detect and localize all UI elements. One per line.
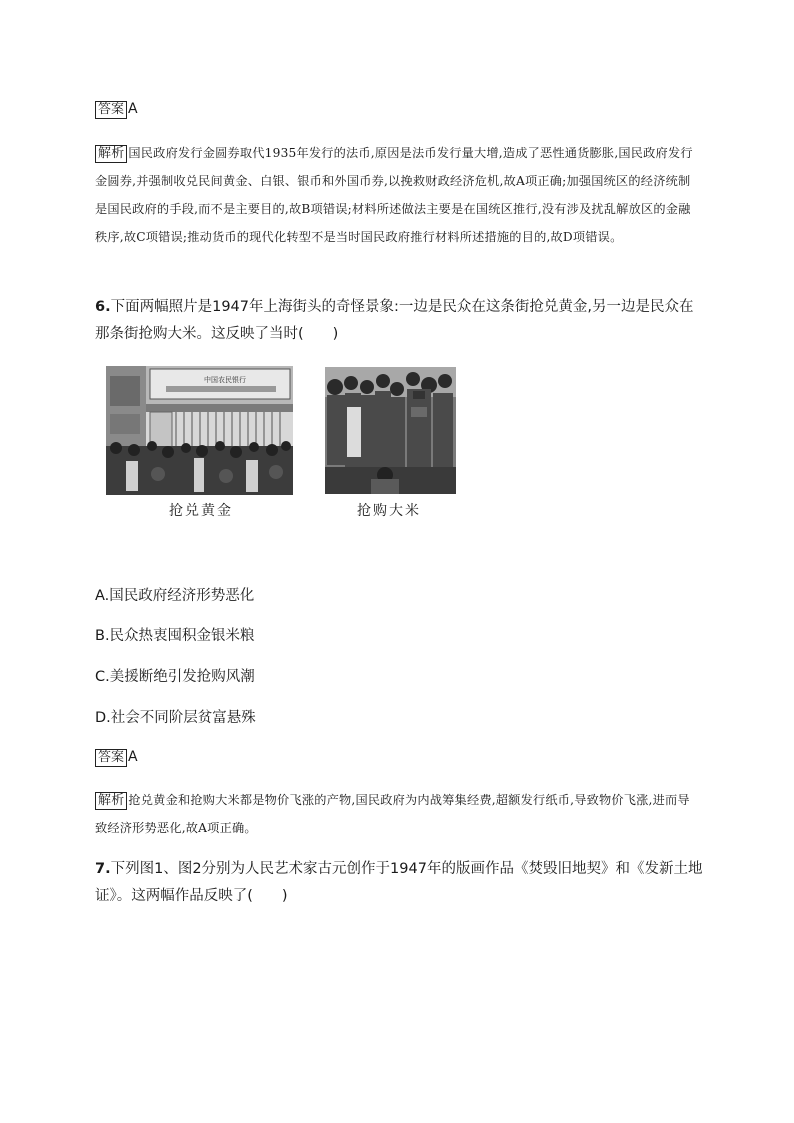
option-c: C.美援断绝引发抢购风潮 bbox=[95, 669, 255, 685]
option-d: D.社会不同阶层贫富悬殊 bbox=[95, 710, 256, 726]
question-text: 下面两幅照片是1947年上海街头的奇怪景象:一边是民众在这条街抢兑黄金,另一边是民众在那条街抢购大米。这反映了当时( ) bbox=[95, 299, 694, 342]
explanation-text: 国民政府发行金圆券取代1935年发行的法币,原因是法币发行量大增,造成了恶性通货膨胀,国民政府发行金圆券,并强制收兑民间黄金、白银、银币和外国币券,以挽救财政经济危机,故A项正确;加强国统区的经济统制是国民政府的手段,而不是主要目的,故B项错误;材料所述做法主要是在国统区推行,没有涉及扰乱解放区的金融秩序,故C项错误;推动货币的现代化转型不是当时国民政府推行材料所述措施的目的,故D项错误。 bbox=[95, 146, 693, 244]
question-number: 7. bbox=[95, 861, 111, 877]
answer-value: A bbox=[128, 749, 138, 765]
q7-stem bbox=[95, 856, 705, 910]
q5-answer bbox=[95, 101, 138, 119]
photo-gold-rush bbox=[106, 366, 293, 495]
option-b: B.民众热衷囤积金银米粮 bbox=[95, 628, 255, 644]
question-text: 下列图1、图2分别为人民艺术家古元创作于1947年的版画作品《焚毁旧地契》和《发新土地证》。这两幅作品反映了( ) bbox=[95, 861, 703, 904]
option-a: A.国民政府经济形势恶化 bbox=[95, 588, 255, 604]
explanation-text: 抢兑黄金和抢购大米都是物价飞涨的产物,国民政府为内战筹集经费,超额发行纸币,导致物价飞涨,进而导致经济形势恶化,故A项正确。 bbox=[95, 793, 690, 835]
photo-caption-rice: 抢购大米 bbox=[357, 503, 421, 519]
explanation-tag: 解析 bbox=[95, 792, 127, 810]
bank-sign-text: 中国农民银行 bbox=[204, 376, 246, 384]
q6-stem bbox=[95, 294, 705, 348]
q5-explanation bbox=[95, 139, 699, 251]
q6-answer bbox=[95, 749, 138, 767]
answer-value: A bbox=[128, 101, 138, 117]
answer-tag: 答案 bbox=[95, 749, 127, 767]
photo-rice-rush bbox=[325, 367, 456, 494]
q6-explanation bbox=[95, 786, 699, 842]
answer-tag: 答案 bbox=[95, 101, 127, 119]
photo-caption-gold: 抢兑黄金 bbox=[169, 503, 233, 519]
explanation-tag: 解析 bbox=[95, 145, 127, 163]
question-number: 6. bbox=[95, 299, 111, 315]
